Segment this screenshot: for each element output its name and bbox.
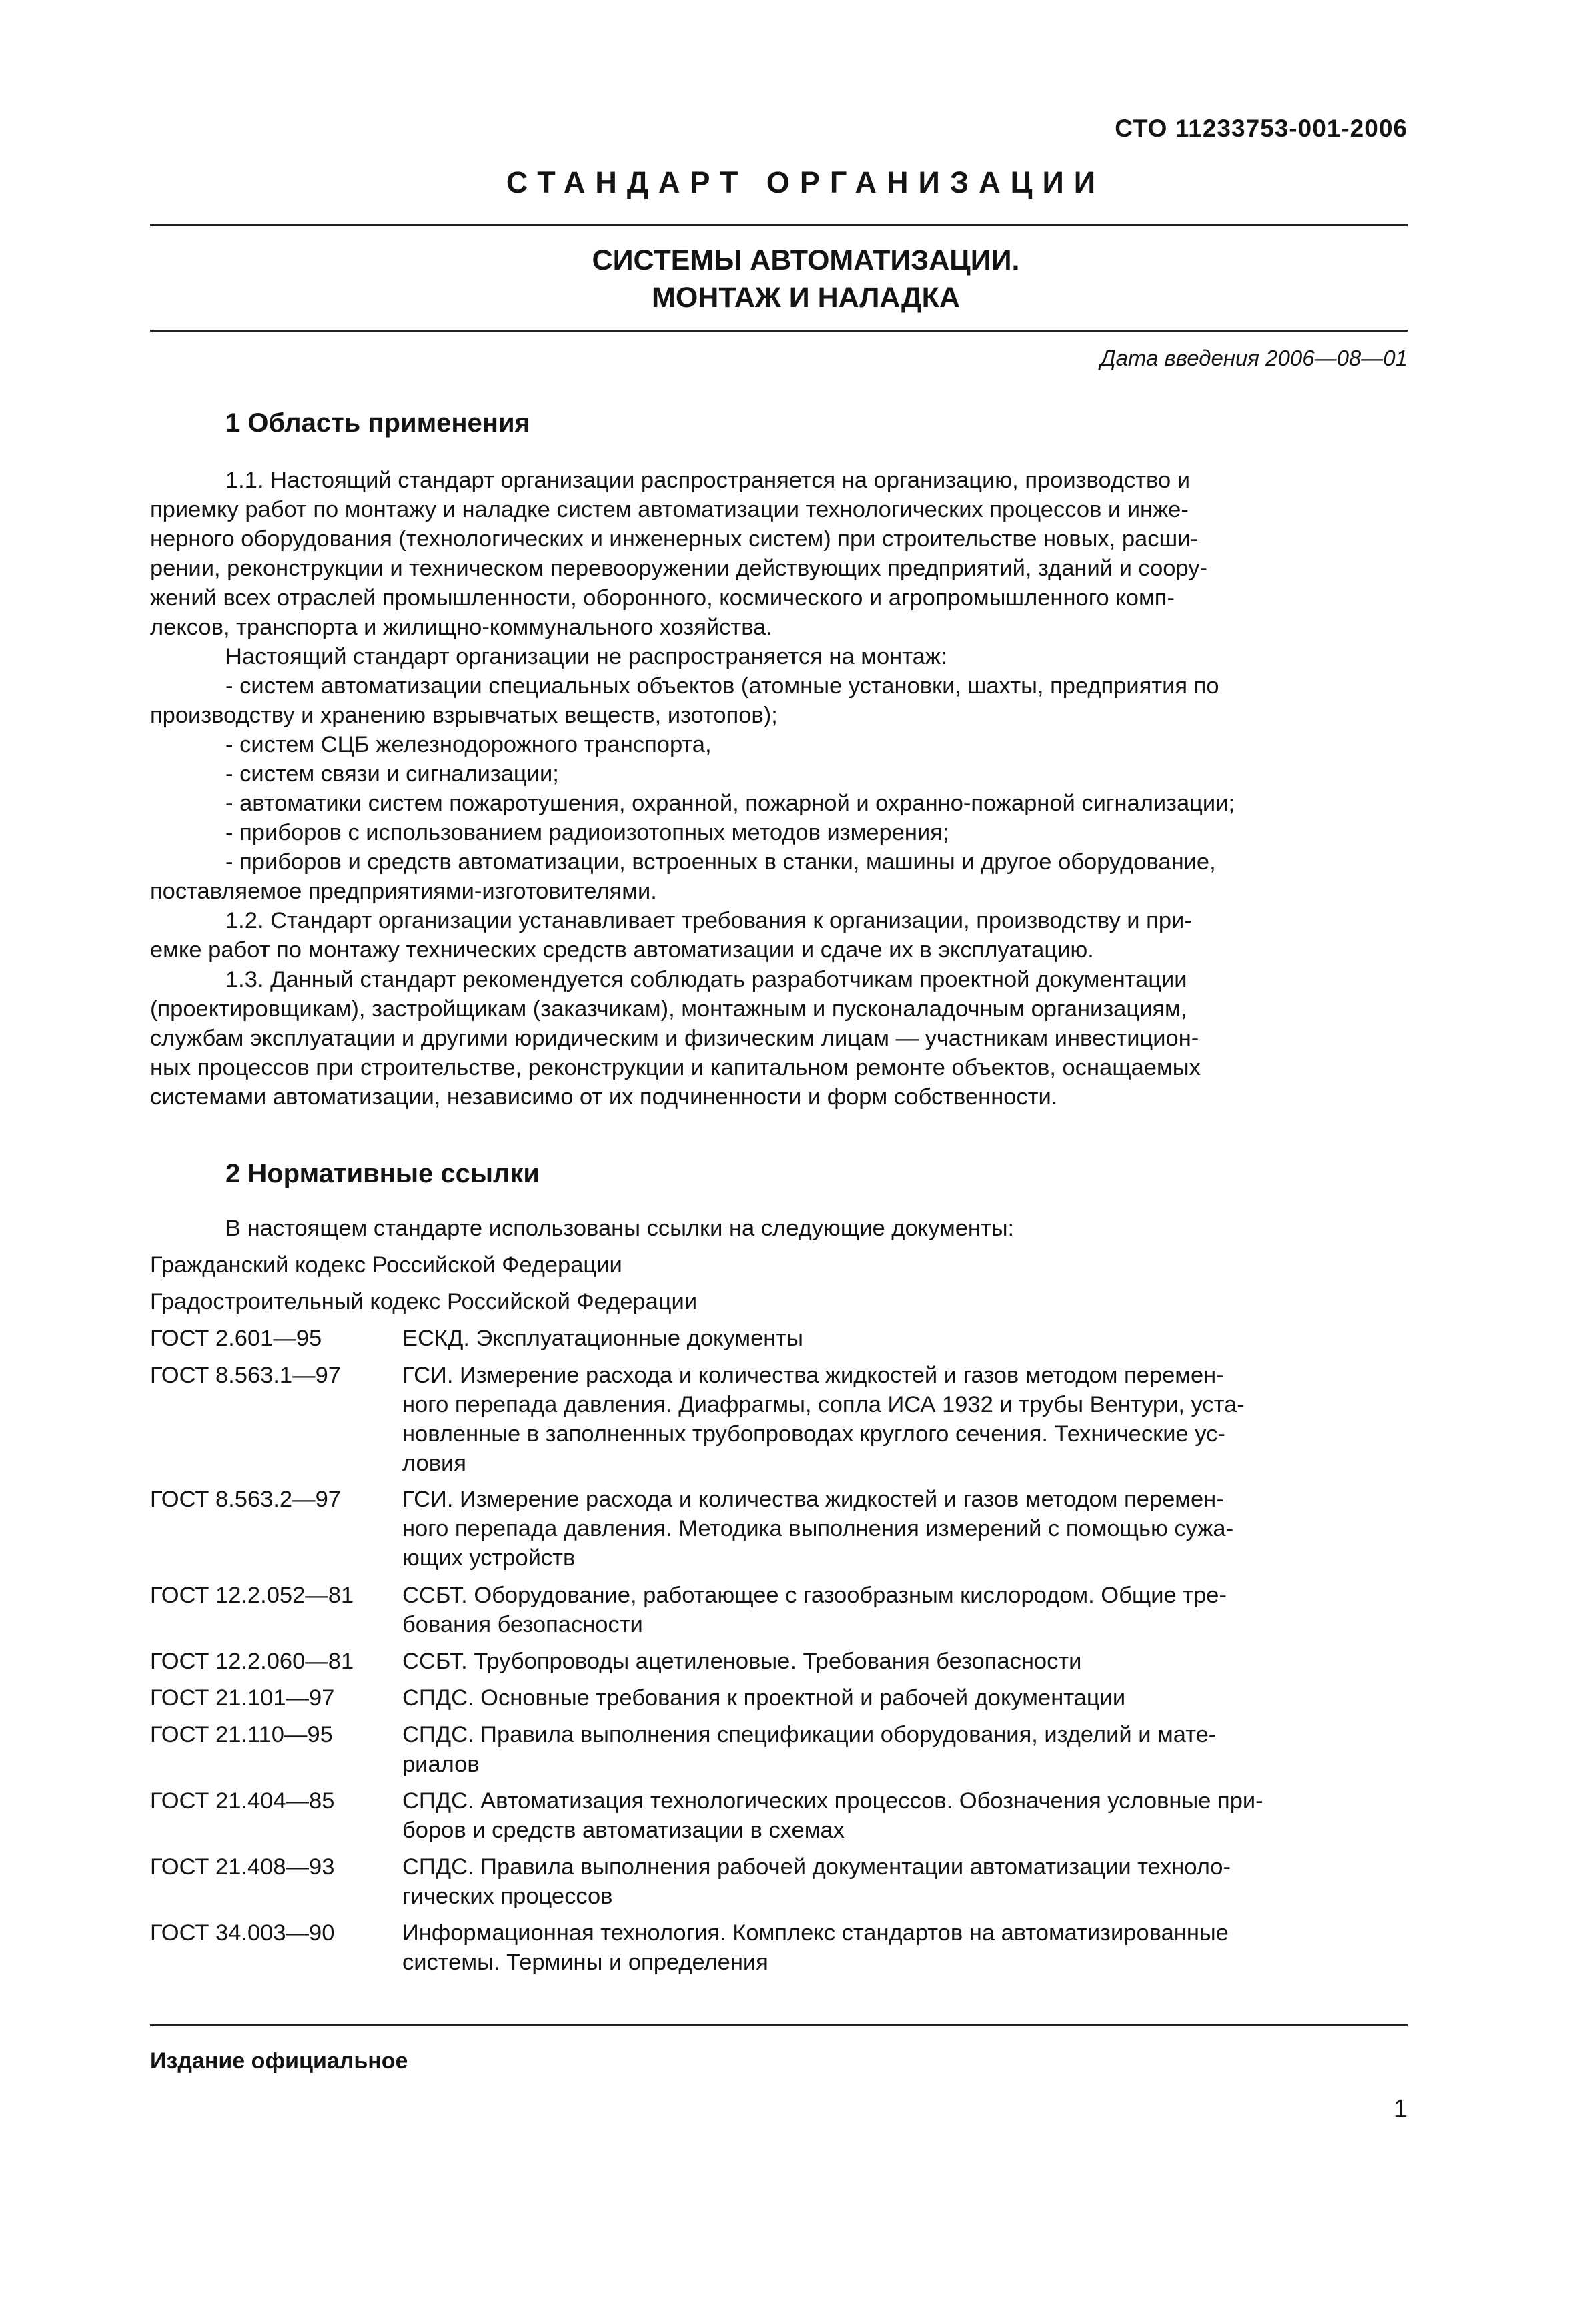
text-line: Настоящий стандарт организации не распространяется на монтаж: [225, 644, 947, 669]
reference-title [402, 1581, 1408, 1639]
section-1-body [150, 466, 1408, 1112]
footer-divider [150, 2024, 1408, 2026]
official-edition-label: Издание официальное [150, 2048, 408, 2074]
reference-title [402, 1647, 1408, 1676]
text-line: риалов [402, 1752, 480, 1777]
text-line: Гражданский кодекс Российской Федерации [150, 1252, 622, 1278]
text-line: ГСИ. Измерение расхода и количества жидкостей и газов методом перемен- [402, 1363, 1224, 1388]
reference-title [402, 1786, 1408, 1845]
text-line: новленные в заполненных трубопроводах круглого сечения. Технические ус- [402, 1421, 1225, 1447]
text-line: ССБТ. Трубопроводы ацетиленовые. Требования безопасности [402, 1649, 1082, 1674]
text-line: гических процессов [402, 1884, 613, 1909]
reference-title [402, 1852, 1408, 1911]
reference-title [402, 1683, 1408, 1713]
text-line: - систем связи и сигнализации; [225, 761, 559, 787]
text-line: ССБТ. Оборудование, работающее с газообразным кислородом. Общие тре- [402, 1583, 1227, 1608]
top-divider [150, 224, 1408, 226]
text-line: - систем автоматизации специальных объектов (атомные установки, шахты, предприятия по [225, 673, 1219, 699]
reference-code: ГОСТ 8.563.2—97 [150, 1487, 341, 1512]
reference-code: ГОСТ 21.408—93 [150, 1854, 335, 1880]
text-line: СПДС. Автоматизация технологических процессов. Обозначения условные при- [402, 1788, 1263, 1814]
text-line: рении, реконструкции и техническом перевооружении действующих предприятий, зданий и соору- [150, 556, 1207, 581]
text-line: В настоящем стандарте использованы ссылки на следующие документы: [225, 1216, 1015, 1241]
text-line: ного перепада давления. Методика выполнения измерений с помощью сужа- [402, 1516, 1234, 1541]
text-line: - приборов с использованием радиоизотопных методов измерения; [225, 820, 949, 845]
text-line: ного перепада давления. Диафрагмы, сопла ИСА 1932 и трубы Вентури, уста- [402, 1392, 1245, 1417]
text-line: СПДС. Правила выполнения спецификации оборудования, изделий и мате- [402, 1722, 1217, 1748]
reference-code: ГОСТ 12.2.052—81 [150, 1583, 354, 1608]
civil-code-reference [150, 1250, 1408, 1280]
page-number: 1 [1393, 2095, 1408, 2123]
reference-title [402, 1361, 1408, 1478]
section-2-intro [150, 1214, 1408, 1243]
section-1-heading: 1 Область применения [225, 408, 530, 438]
text-line: Градостроительный кодекс Российской Федерации [150, 1289, 698, 1314]
text-line: 1.2. Стандарт организации устанавливает требования к организации, производству и при- [225, 908, 1192, 933]
urban-code-reference [150, 1287, 1408, 1316]
reference-code: ГОСТ 12.2.060—81 [150, 1649, 354, 1674]
text-line: поставляемое предприятиями-изготовителями. [150, 879, 657, 904]
text-line: боров и средств автоматизации в схемах [402, 1818, 845, 1843]
text-line: емке работ по монтажу технических средств автоматизации и сдаче их в эксплуатацию. [150, 937, 1094, 963]
text-line: нерного оборудования (технологических и инженерных систем) при строительстве новых, расши- [150, 526, 1198, 552]
reference-code: ГОСТ 34.003—90 [150, 1920, 335, 1946]
text-line: СПДС. Правила выполнения рабочей документации автоматизации техноло- [402, 1854, 1231, 1880]
text-line: Информационная технология. Комплекс стандартов на автоматизированные [402, 1920, 1229, 1946]
text-line: ющих устройств [402, 1545, 576, 1571]
text-line: ГСИ. Измерение расхода и количества жидкостей и газов методом перемен- [402, 1487, 1224, 1512]
reference-title [402, 1918, 1408, 1977]
text-line: жений всех отраслей промышленности, оборонного, космического и агропромышленного комп- [150, 585, 1175, 611]
text-line: службам эксплуатации и другими юридическим и физическим лицам — участникам инвестицион- [150, 1026, 1199, 1051]
document-code: СТО 11233753-001-2006 [1115, 115, 1408, 142]
text-line: - приборов и средств автоматизации, встроенных в станки, машины и другое оборудование, [225, 849, 1216, 875]
document-title-line-2: МОНТАЖ И НАЛАДКА [652, 282, 960, 314]
text-line: 1.1. Настоящий стандарт организации распространяется на организацию, производство и [225, 468, 1191, 493]
reference-code: ГОСТ 21.404—85 [150, 1788, 335, 1814]
reference-title [402, 1720, 1408, 1779]
text-line: 1.3. Данный стандарт рекомендуется соблюдать разработчикам проектной документации [225, 967, 1187, 992]
reference-title [402, 1324, 1408, 1353]
document-title [0, 242, 1585, 316]
text-line: - систем СЦБ железнодорожного транспорта, [225, 732, 712, 757]
reference-title [402, 1485, 1408, 1573]
text-line: системами автоматизации, независимо от их подчиненности и форм собственности. [150, 1084, 1058, 1110]
text-line: ЕСКД. Эксплуатационные документы [402, 1326, 803, 1351]
text-line: (проектировщикам), застройщикам (заказчикам), монтажным и пусконаладочным организациям, [150, 996, 1187, 1022]
text-line: - автоматики систем пожаротушения, охранной, пожарной и охранно-пожарной сигнализации; [225, 791, 1235, 816]
document-title-line-1: СИСТЕМЫ АВТОМАТИЗАЦИИ. [592, 244, 1020, 276]
text-line: приемку работ по монтажу и наладке систем автоматизации технологических процессов и инже- [150, 497, 1189, 522]
text-line: системы. Термины и определения [402, 1950, 768, 1975]
reference-code: ГОСТ 8.563.1—97 [150, 1363, 341, 1388]
text-line: ных процессов при строительстве, реконструкции и капитальном ремонте объектов, оснащаемых [150, 1055, 1201, 1080]
organization-standard-title: СТАНДАРТ ОРГАНИЗАЦИИ [506, 165, 1106, 200]
section-2-heading: 2 Нормативные ссылки [225, 1159, 540, 1188]
reference-code: ГОСТ 21.110—95 [150, 1722, 333, 1748]
text-line: СПДС. Основные требования к проектной и рабочей документации [402, 1685, 1126, 1711]
reference-code: ГОСТ 21.101—97 [150, 1685, 335, 1711]
title-divider [150, 330, 1408, 332]
text-line: производству и хранению взрывчатых веществ, изотопов); [150, 703, 778, 728]
text-line: ловия [402, 1451, 466, 1476]
reference-code: ГОСТ 2.601—95 [150, 1326, 322, 1351]
introduction-date: Дата введения 2006—08—01 [1100, 346, 1408, 370]
text-line: бования безопасности [402, 1612, 643, 1637]
text-line: лексов, транспорта и жилищно-коммунального хозяйства. [150, 615, 772, 640]
